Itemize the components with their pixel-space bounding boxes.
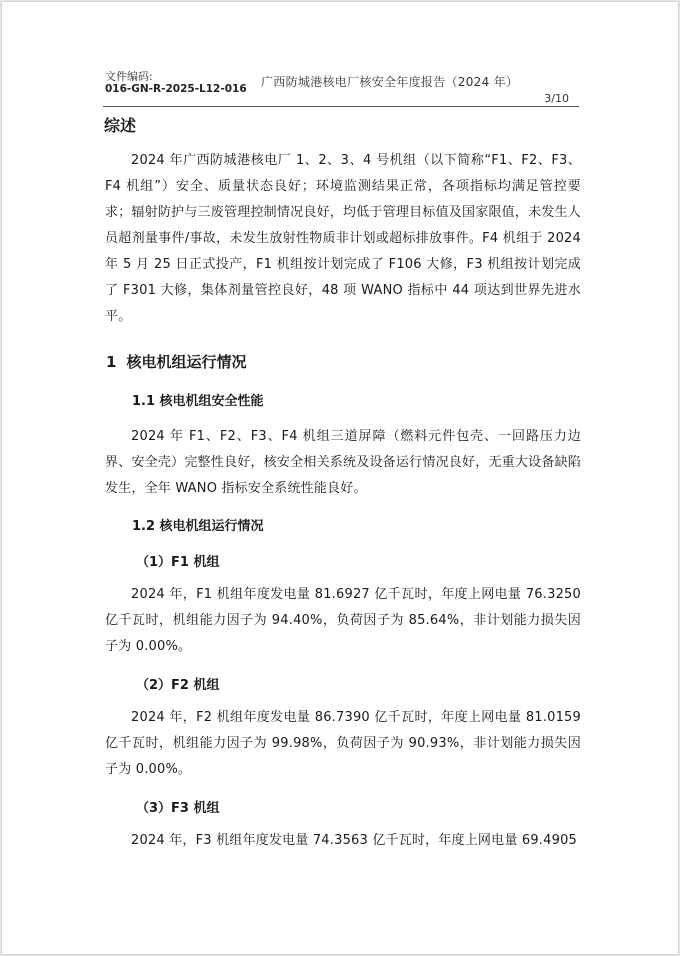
section-1-number: 1 — [106, 353, 117, 371]
f3-heading: （3）F3 机组 — [136, 801, 220, 816]
section-1-2-heading: 1.2 核电机组运行情况 — [132, 519, 264, 534]
summary-paragraph: 2024 年广西防城港核电厂 1、2、3、4 号机组（以下简称“F1、F2、F3、F4 机组”）安全、质量状态良好；环境监测结果正常，各项指标均满足管控要求；辐射防护与三废管理控制情况良好，均低于管理目标值及国家限值，未发生人员超剂量事件/事故，未发生放射性物质非计划或超标排放事件。F4 机组于 2024 年 5 月 25 日正式投产，F1 机组按计划完成了 F106 大修，F3 机组按计划完成了 F301 大修，集体剂量管控良好，48 项 WANO 指标中 44 项达到世界先进水平。 — [105, 153, 581, 324]
f1-heading: （1）F1 机组 — [136, 555, 220, 570]
section-1-heading — [106, 351, 246, 372]
section-1-1-heading: 1.1 核电机组安全性能 — [132, 394, 264, 409]
section-1-1-paragraph: 2024 年 F1、F2、F3、F4 机组三道屏障（燃料元件包壳、一回路压力边界、安全壳）完整性良好，核安全相关系统及设备运行情况良好，无重大设备缺陷发生，全年 WANO 指标安全系统性能良好。 — [105, 429, 581, 496]
f2-paragraph: 2024 年，F2 机组年度发电量 86.7390 亿千瓦时，年度上网电量 81.0159 亿千瓦时，机组能力因子为 99.98%，负荷因子为 90.93%，非计划能力损失因子为 0.00%。 — [105, 710, 581, 777]
f3-paragraph: 2024 年，F3 机组年度发电量 74.3563 亿千瓦时，年度上网电量 69.4905 — [131, 833, 578, 848]
section-1-title: 核电机组运行情况 — [126, 353, 247, 371]
f2-heading: （2）F2 机组 — [136, 678, 220, 693]
doc-code: 016-GN-R-2025-L12-016 — [105, 83, 247, 95]
header-divider — [103, 106, 579, 107]
summary-heading: 综述 — [104, 116, 137, 135]
doc-code-label: 文件编码: — [105, 70, 153, 83]
header-title: 广西防城港核电厂核安全年度报告（2024 年） — [261, 75, 519, 89]
f1-paragraph: 2024 年，F1 机组年度发电量 81.6927 亿千瓦时，年度上网电量 76.3250 亿千瓦时，机组能力因子为 94.40%，负荷因子为 85.64%，非计划能力损失因子为 0.00%。 — [105, 587, 581, 654]
page-number: 3/10 — [544, 92, 569, 105]
